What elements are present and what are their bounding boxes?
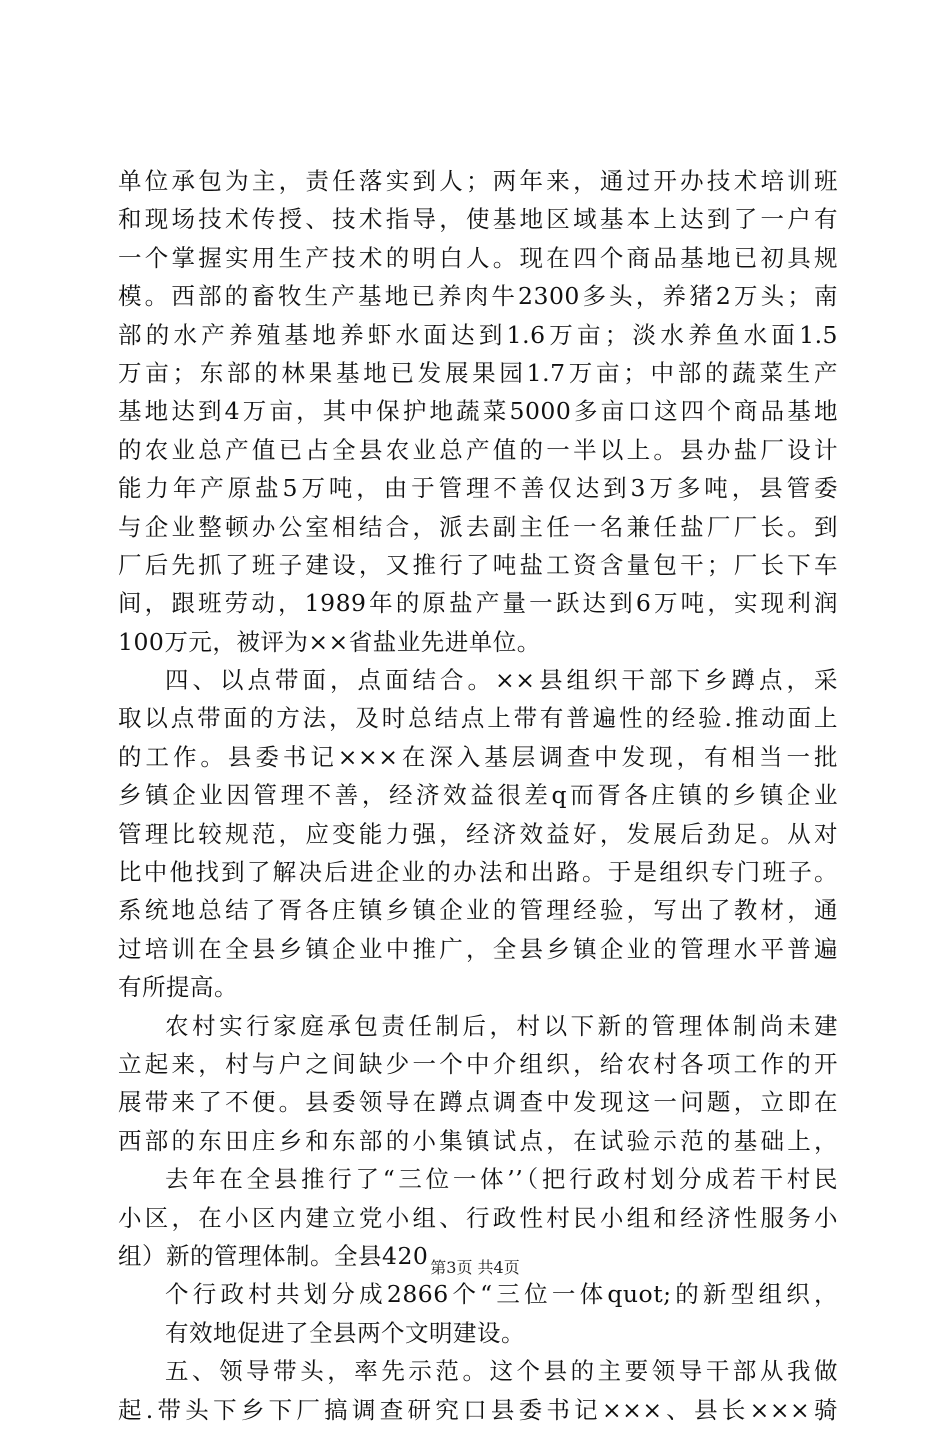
page-number-label: 第3页 共4页: [430, 1258, 520, 1277]
text-line: 西部的东田庄乡和东部的小集镇试点，在试验示范的基础上，: [118, 1126, 838, 1155]
text-line: 去年在全县推行了“三位一体’’（把行政村划分成若干村民: [165, 1165, 838, 1194]
text-line: 与企业整顿办公室相结合，派去副主任一名兼任盐厂厂长。到: [118, 512, 838, 541]
text-line: 一个掌握实用生产技术的明白人。现在四个商品基地已初具规: [118, 243, 838, 272]
text-line: 展带来了不便。县委领导在蹲点调查中发现这一问题，立即在: [118, 1088, 838, 1117]
text-line: 的农业总产值已占全县农业总产值的一半以上。县办盐厂设计: [118, 435, 838, 464]
text-line: 的工作。县委书记×××在深入基层调查中发现，有相当一批: [118, 742, 838, 771]
text-line: 比中他找到了解决后进企业的办法和出路。于是组织专门班子。: [118, 858, 838, 887]
section-five-heading-line: 五、领导带头，率先示范。这个县的主要领导干部从我做: [165, 1357, 838, 1386]
text-line: 单位承包为主，责任落实到人；两年来，通过开办技术培训班: [118, 167, 838, 195]
page-footer: [0, 1255, 950, 1278]
text-line: 厂后先抓了班子建设，又推行了吨盐工资含量包干；厂长下车: [118, 550, 838, 579]
document-body: [118, 162, 838, 1429]
text-line: 组）新的管理体制。全县420: [118, 1241, 429, 1270]
text-line: 模。西部的畜牧生产基地已养肉牛2300多头，养猪2万头；南: [118, 282, 838, 311]
text-line: 过培训在全县乡镇企业中推广，全县乡镇企业的管理水平普遍: [118, 934, 838, 963]
text-line: 乡镇企业因管理不善，经济效益很差q而胥各庄镇的乡镇企业: [118, 781, 838, 810]
text-line: 100万元，被评为××省盐业先进单位。: [118, 627, 541, 656]
text-line: 系统地总结了胥各庄镇乡镇企业的管理经验，写出了教材，通: [118, 896, 838, 925]
text-line: 取以点带面的方法，及时总结点上带有普遍性的经验.推动面上: [118, 704, 838, 733]
text-line: 小区，在小区内建立党小组、行政性村民小组和经济性服务小: [118, 1203, 838, 1232]
text-line: 有所提高。: [118, 973, 238, 1002]
text-line: 能力年产原盐5万吨，由于管理不善仅达到3万多吨，县管委: [118, 474, 838, 503]
paragraph-start-line: 农村实行家庭承包责任制后，村以下新的管理体制尚未建: [165, 1011, 838, 1040]
text-line: 间，跟班劳动，1989年的原盐产量一跃达到6万吨，实现利润: [118, 589, 838, 618]
text-line: 基地达到4万亩，其中保护地蔬菜5000多亩口这四个商品基地: [118, 397, 838, 426]
text-line: 个行政村共划分成2866个“三位一体quot;的新型组织，: [165, 1280, 838, 1309]
text-line: 有效地促进了全县两个文明建设。: [165, 1318, 525, 1347]
text-line: 立起来，村与户之间缺少一个中介组织，给农村各项工作的开: [118, 1049, 838, 1078]
text-line: 管理比较规范，应变能力强，经济效益好，发展后劲足。从对: [118, 819, 838, 848]
text-line: 和现场技术传授、技术指导，使基地区域基本上达到了一户有: [118, 205, 838, 234]
text-line: 部的水产养殖基地养虾水面达到1.6万亩；淡水养鱼水面1.5: [118, 320, 838, 349]
section-four-heading-line: 四、以点带面，点面结合。××县组织干部下乡蹲点，采: [165, 666, 838, 695]
text-line: 万亩；东部的林果基地已发展果园1.7万亩；中部的蔬菜生产: [118, 358, 838, 387]
text-line: 起.带头下乡下厂搞调查研究口县委书记×××、县长×××骑: [118, 1395, 838, 1424]
